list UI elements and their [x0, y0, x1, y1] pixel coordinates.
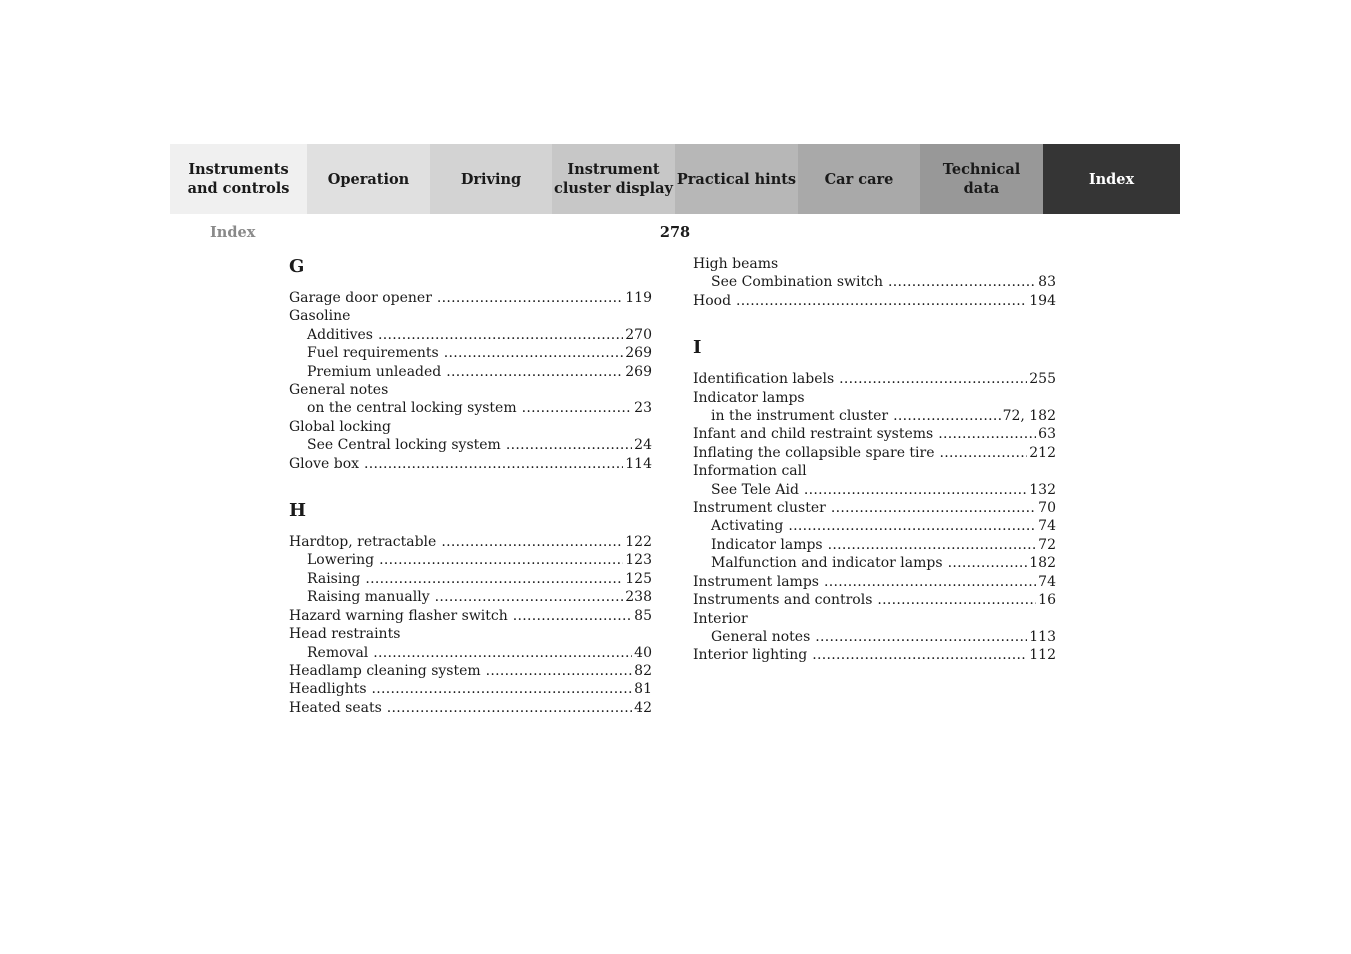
entry-text: Removal: [307, 644, 369, 661]
index-column-right: [693, 255, 1056, 665]
entry-page: 269: [625, 345, 652, 362]
leader-dots: [522, 399, 633, 417]
entry-page: 85: [634, 607, 652, 624]
index-entry: [693, 370, 1056, 388]
entry-page: 82: [634, 662, 652, 679]
index-entry: [289, 307, 652, 325]
index-subentry: [289, 588, 652, 606]
leader-dots: [815, 628, 1027, 646]
entry-text: Indicator lamps: [693, 389, 805, 406]
entry-page: 83: [1038, 274, 1056, 291]
leader-dots: [877, 591, 1036, 609]
entry-page: 63: [1038, 426, 1056, 443]
index-subentry: [693, 273, 1056, 291]
index-entry: [289, 625, 652, 643]
index-column-left: [289, 255, 652, 717]
leader-dots: [506, 436, 632, 454]
leader-dots: [888, 273, 1036, 291]
index-subentry: [693, 628, 1056, 646]
entry-page: 132: [1029, 481, 1056, 498]
entry-text: Interior lighting: [693, 647, 808, 664]
leader-dots: [437, 289, 623, 307]
entry-text: Headlights: [289, 681, 367, 698]
index-entry: [693, 573, 1056, 591]
entry-text: Indicator lamps: [711, 536, 823, 553]
leader-dots: [486, 662, 633, 680]
index-entry: [693, 646, 1056, 664]
entry-text: Instrument cluster: [693, 500, 826, 517]
leader-dots: [893, 407, 1000, 425]
section-letter-i: I: [693, 337, 702, 359]
entry-text: Activating: [711, 518, 784, 535]
leader-dots: [441, 533, 623, 551]
entry-page: 112: [1029, 647, 1056, 664]
leader-dots: [812, 646, 1027, 664]
tab-technical-data[interactable]: Technical data: [920, 144, 1043, 214]
index-entry: [693, 389, 1056, 407]
index-entry: [289, 381, 652, 399]
entry-text: Infant and child restraint systems: [693, 426, 934, 443]
leader-dots: [736, 292, 1027, 310]
entry-page: 114: [625, 455, 652, 472]
entry-text: Malfunction and indicator lamps: [711, 555, 943, 572]
entry-text: High beams: [693, 256, 779, 272]
entry-text: See Combination switch: [711, 274, 883, 291]
leader-dots: [387, 699, 632, 717]
leader-dots: [378, 326, 623, 344]
entry-text: Instruments and controls: [693, 592, 873, 609]
entry-page: 212: [1029, 444, 1056, 461]
section-tabs: [170, 144, 1180, 214]
entry-page: 238: [625, 589, 652, 606]
index-entry: [693, 444, 1056, 462]
entry-text: Heated seats: [289, 699, 382, 716]
tab-practical-hints[interactable]: Practical hints: [675, 144, 798, 214]
leader-dots: [824, 573, 1036, 591]
entry-text: Information call: [693, 463, 807, 480]
entry-text: General notes: [711, 628, 811, 645]
index-subentry: [693, 554, 1056, 572]
entry-text: Raising: [307, 570, 361, 587]
index-entry: [693, 499, 1056, 517]
tab-operation[interactable]: Operation: [307, 144, 430, 214]
entry-text: Head restraints: [289, 626, 401, 643]
leader-dots: [788, 517, 1036, 535]
index-subentry: [693, 407, 1056, 425]
section-letter-g: G: [289, 256, 305, 277]
entry-page: 16: [1038, 592, 1056, 609]
entry-text: General notes: [289, 382, 389, 399]
entry-text: Glove box: [289, 455, 360, 472]
entry-text: Lowering: [307, 552, 375, 569]
entry-text: Identification labels: [693, 371, 835, 388]
leader-dots: [948, 554, 1028, 572]
entry-page: 23: [634, 400, 652, 417]
entry-page: 270: [625, 326, 652, 343]
entry-page: 269: [625, 363, 652, 380]
section-gap: [693, 310, 1056, 336]
tab-index[interactable]: Index: [1043, 144, 1180, 214]
entry-text: Premium unleaded: [307, 363, 442, 380]
index-entry: [289, 455, 652, 473]
index-subentry: [289, 326, 652, 344]
entry-text: See Tele Aid: [711, 481, 799, 498]
entry-page: 42: [634, 699, 652, 716]
entry-text: Global locking: [289, 418, 392, 435]
index-entry: [693, 610, 1056, 628]
index-entry: [289, 533, 652, 551]
index-entry: [289, 418, 652, 436]
index-subentry: [289, 344, 652, 362]
entry-page: 74: [1038, 518, 1056, 535]
index-entry: [289, 699, 652, 717]
leader-dots: [444, 344, 624, 362]
entry-text: Headlamp cleaning system: [289, 662, 481, 679]
leader-dots: [831, 499, 1036, 517]
tab-instrument-cluster-display[interactable]: Instrument cluster display: [552, 144, 675, 214]
leader-dots: [828, 536, 1037, 554]
page-number: 278: [659, 224, 691, 241]
index-subentry: [693, 517, 1056, 535]
entry-page: 125: [625, 570, 652, 587]
index-entry: [289, 680, 652, 698]
entry-text: Hazard warning flasher switch: [289, 607, 508, 624]
entry-text: Raising manually: [307, 589, 430, 606]
entry-page: 122: [625, 534, 652, 551]
entry-text: on the central locking system: [307, 400, 517, 417]
entry-page: 123: [625, 552, 652, 569]
entry-page: 72: [1038, 536, 1056, 553]
leader-dots: [365, 570, 623, 588]
entry-page: 74: [1038, 573, 1056, 590]
entry-page: 40: [634, 644, 652, 661]
index-subentry: [289, 551, 652, 569]
entry-page: 81: [634, 681, 652, 698]
entry-page: 113: [1029, 628, 1056, 645]
index-entry: [289, 607, 652, 625]
tab-instruments-and-controls[interactable]: Instruments and controls: [170, 144, 307, 214]
entry-text: Gasoline: [289, 308, 351, 325]
leader-dots: [372, 680, 633, 698]
index-subentry: [693, 481, 1056, 499]
entry-text: Fuel requirements: [307, 345, 439, 362]
entry-page: 72, 182: [1002, 408, 1056, 425]
leader-dots: [839, 370, 1027, 388]
leader-dots: [373, 644, 632, 662]
index-entry: [693, 255, 1056, 273]
leader-dots: [379, 551, 623, 569]
entry-text: Instrument lamps: [693, 573, 819, 590]
entry-text: in the instrument cluster: [711, 408, 889, 425]
leader-dots: [938, 425, 1036, 443]
entry-page: 70: [1038, 500, 1056, 517]
index-entry: [693, 591, 1056, 609]
entry-text: Hardtop, retractable: [289, 534, 437, 551]
leader-dots: [364, 455, 623, 473]
entry-text: See Central locking system: [307, 437, 501, 454]
entry-text: Interior: [693, 610, 748, 627]
entry-page: 255: [1029, 371, 1056, 388]
tab-car-care[interactable]: Car care: [798, 144, 920, 214]
index-entry: [289, 662, 652, 680]
entry-page: 119: [625, 290, 652, 306]
leader-dots: [513, 607, 632, 625]
index-subentry: [289, 644, 652, 662]
index-subentry: [289, 436, 652, 454]
entry-text: Garage door opener: [289, 290, 432, 306]
index-subentry: [693, 536, 1056, 554]
entry-text: Inflating the collapsible spare tire: [693, 444, 935, 461]
index-entry: [289, 289, 652, 307]
entry-page: 194: [1029, 292, 1056, 309]
index-entry: [693, 462, 1056, 480]
leader-dots: [446, 363, 623, 381]
index-entry: [693, 292, 1056, 310]
index-subentry: [289, 399, 652, 417]
index-subentry: [289, 363, 652, 381]
leader-dots: [940, 444, 1028, 462]
section-letter-h: H: [289, 500, 307, 522]
leader-dots: [804, 481, 1027, 499]
tab-driving[interactable]: Driving: [430, 144, 552, 214]
entry-page: 24: [634, 437, 652, 454]
section-label: Index: [210, 224, 256, 241]
index-entry: [693, 425, 1056, 443]
leader-dots: [435, 588, 624, 606]
entry-page: 182: [1029, 555, 1056, 572]
entry-text: Additives: [307, 326, 373, 343]
index-subentry: [289, 570, 652, 588]
entry-text: Hood: [693, 292, 732, 309]
section-gap: [289, 473, 652, 499]
